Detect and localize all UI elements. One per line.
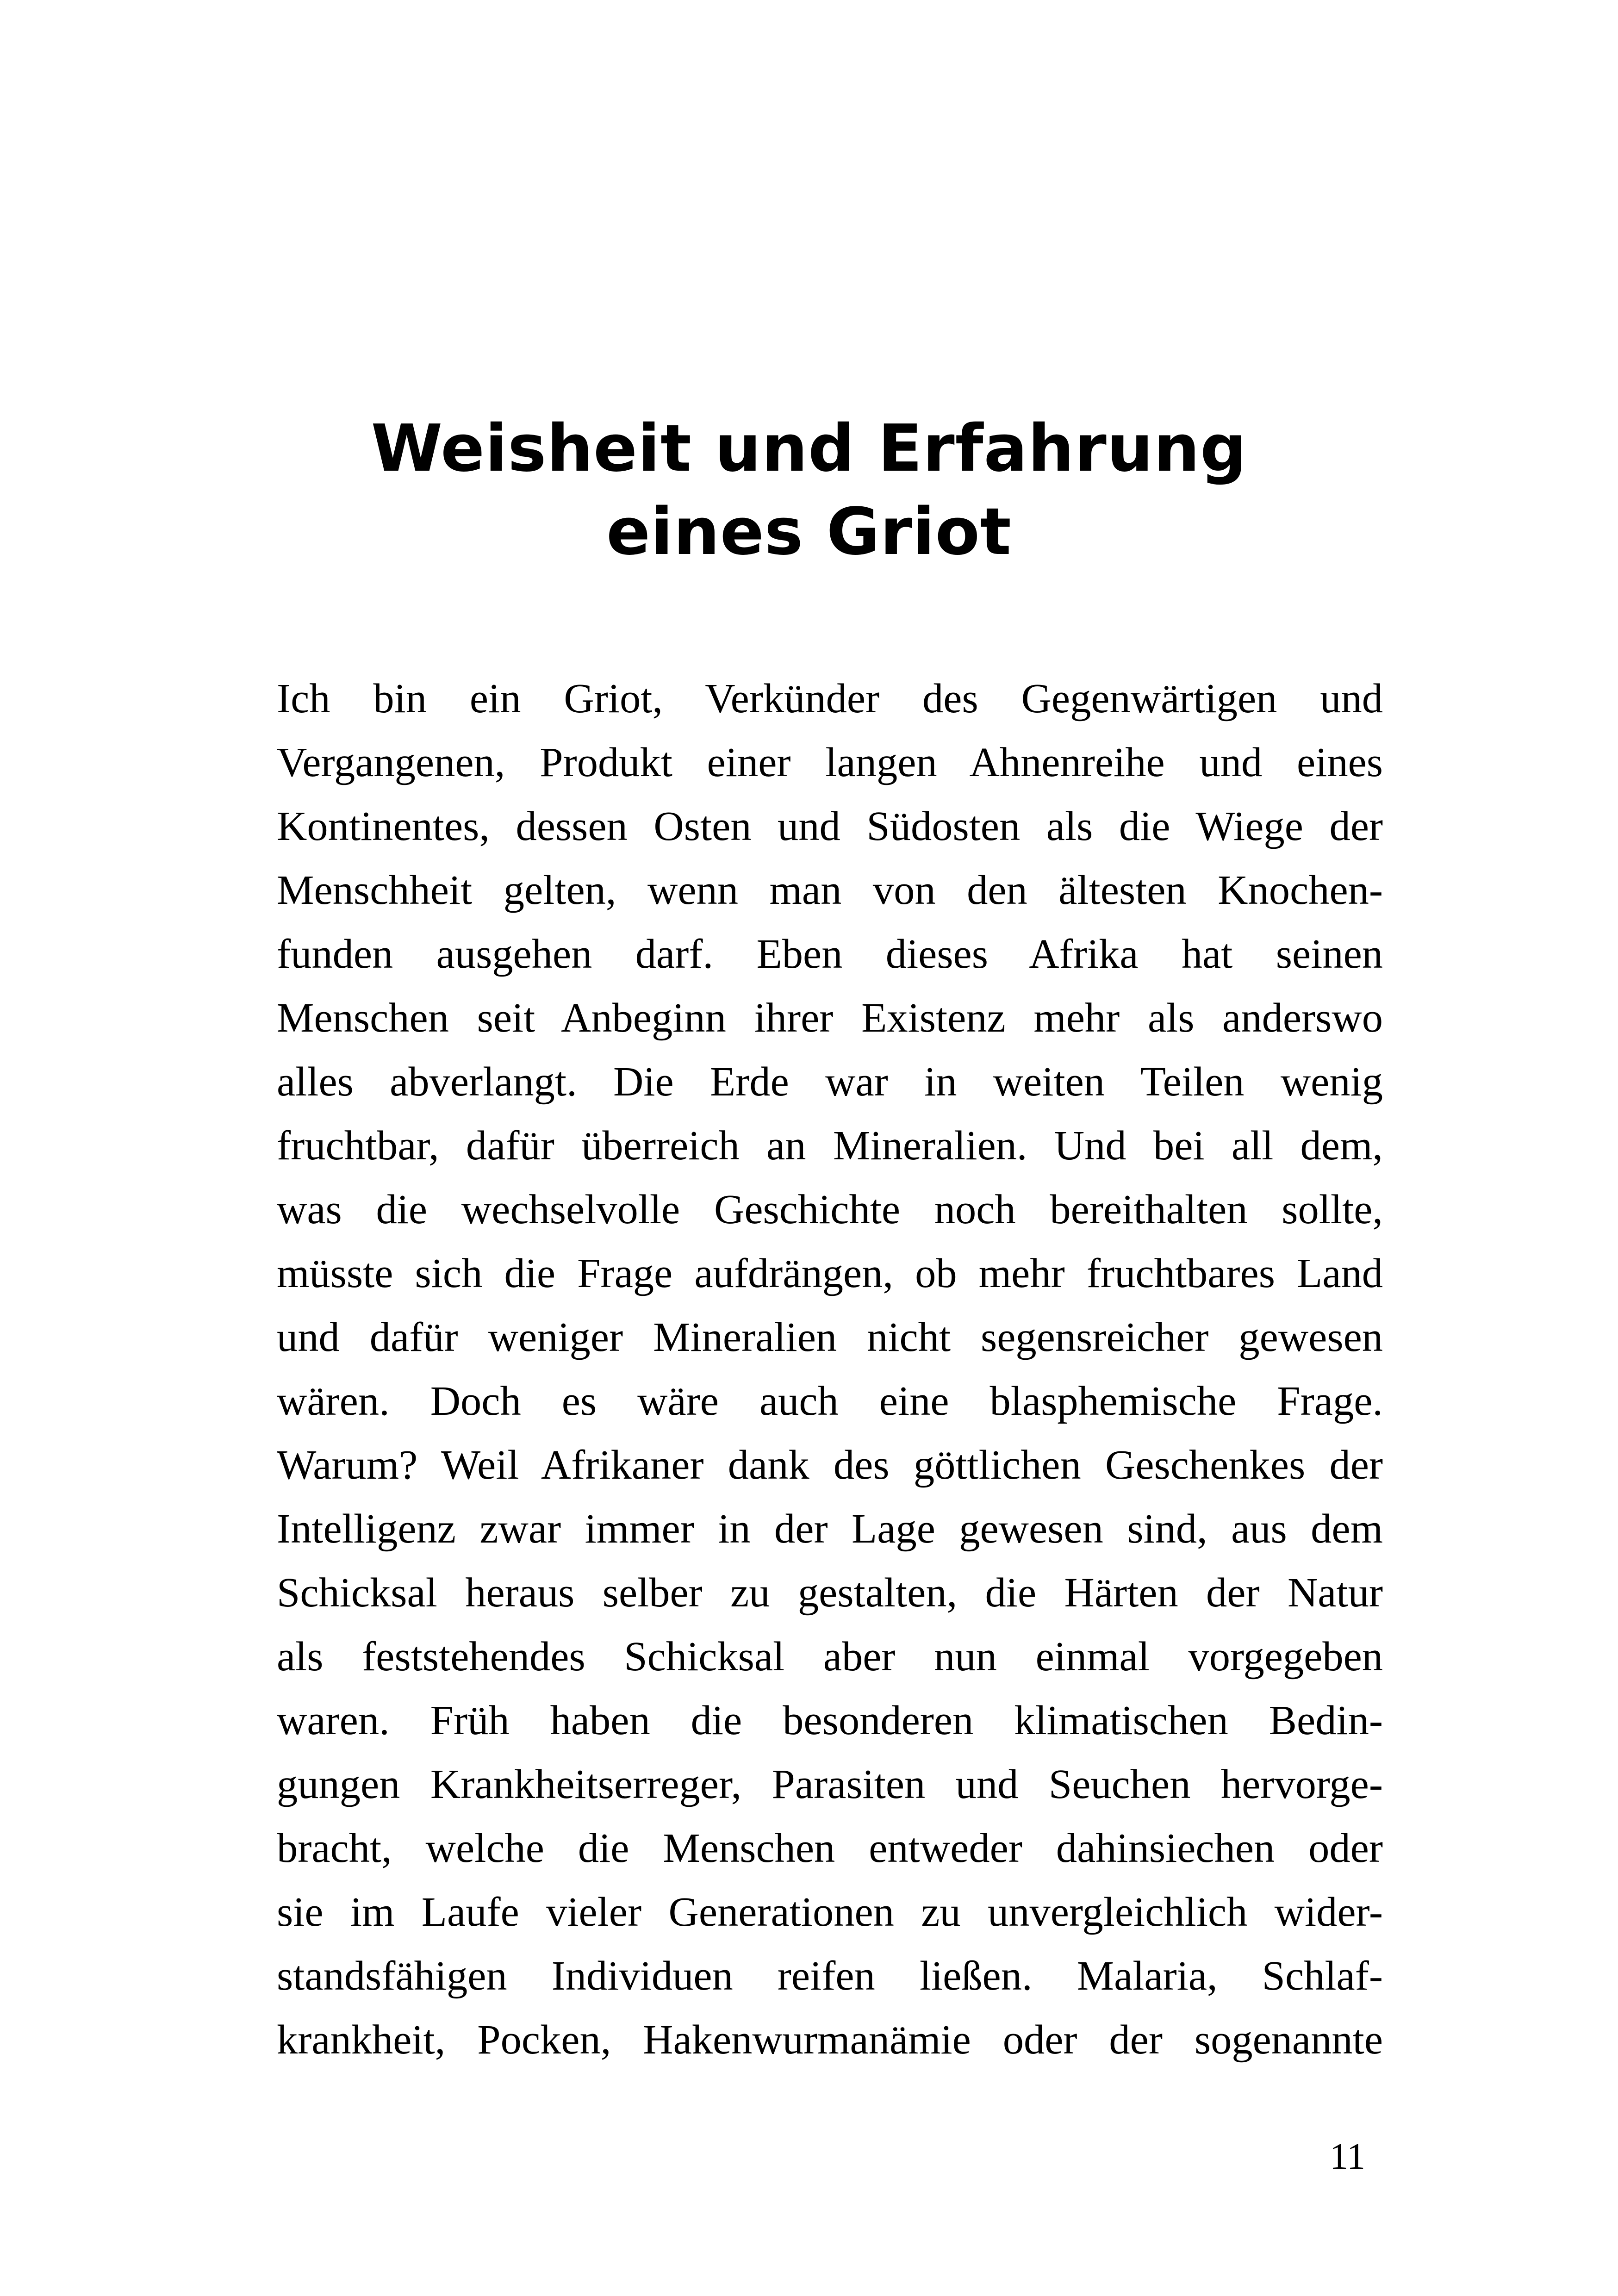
text-line: was die wechselvolle Geschichte noch bereithalten sollte, (277, 1186, 1383, 1232)
page-number: 11 (1329, 2136, 1365, 2177)
text-line: Kontinentes, dessen Osten und Südosten als die Wiege der (277, 803, 1383, 849)
text-line: bracht, welche die Menschen entweder dahinsiechen oder (277, 1824, 1383, 1871)
text-line: müsste sich die Frage aufdrängen, ob mehr fruchtbares Land (277, 1250, 1383, 1296)
text-line: als feststehendes Schicksal aber nun einmal vorgegeben (277, 1633, 1383, 1680)
body-paragraph (277, 666, 1383, 2072)
text-line: Vergangenen, Produkt einer langen Ahnenreihe und eines (277, 739, 1383, 785)
text-line: waren. Früh haben die besonderen klimatischen Bedin- (277, 1697, 1383, 1743)
text-line: Menschen seit Anbeginn ihrer Existenz mehr als anderswo (277, 994, 1383, 1041)
text-line: funden ausgehen darf. Eben dieses Afrika hat seinen (277, 930, 1383, 977)
chapter-title-line-1: Weisheit und Erfahrung (371, 411, 1247, 486)
text-line: gungen Krankheitserreger, Parasiten und Seuchen hervorge- (277, 1761, 1383, 1807)
text-line: sie im Laufe vieler Generationen zu unvergleichlich wider- (277, 1888, 1383, 1935)
text-line: Ich bin ein Griot, Verkünder des Gegenwärtigen und (277, 675, 1383, 722)
text-line: krankheit, Pocken, Hakenwurmanämie oder der sogenannte (277, 2016, 1383, 2063)
text-line: wären. Doch es wäre auch eine blasphemische Frage. (277, 1377, 1383, 1424)
text-line: und dafür weniger Mineralien nicht segensreicher gewesen (277, 1313, 1383, 1360)
text-line: Intelligenz zwar immer in der Lage gewesen sind, aus dem (277, 1505, 1383, 1552)
text-line: fruchtbar, dafür überreich an Mineralien. Und bei all dem, (277, 1122, 1383, 1169)
text-line: standsfähigen Individuen reifen ließen. Malaria, Schlaf- (277, 1952, 1383, 1999)
text-line: alles abverlangt. Die Erde war in weiten Teilen wenig (277, 1058, 1383, 1105)
chapter-title-line-2: eines Griot (606, 494, 1012, 570)
text-line: Schicksal heraus selber zu gestalten, die Härten der Natur (277, 1569, 1383, 1616)
text-line: Warum? Weil Afrikaner dank des göttlichen Geschenkes der (277, 1441, 1383, 1488)
chapter-title (0, 407, 1618, 574)
text-line: Menschheit gelten, wenn man von den ältesten Knochen- (277, 866, 1383, 913)
